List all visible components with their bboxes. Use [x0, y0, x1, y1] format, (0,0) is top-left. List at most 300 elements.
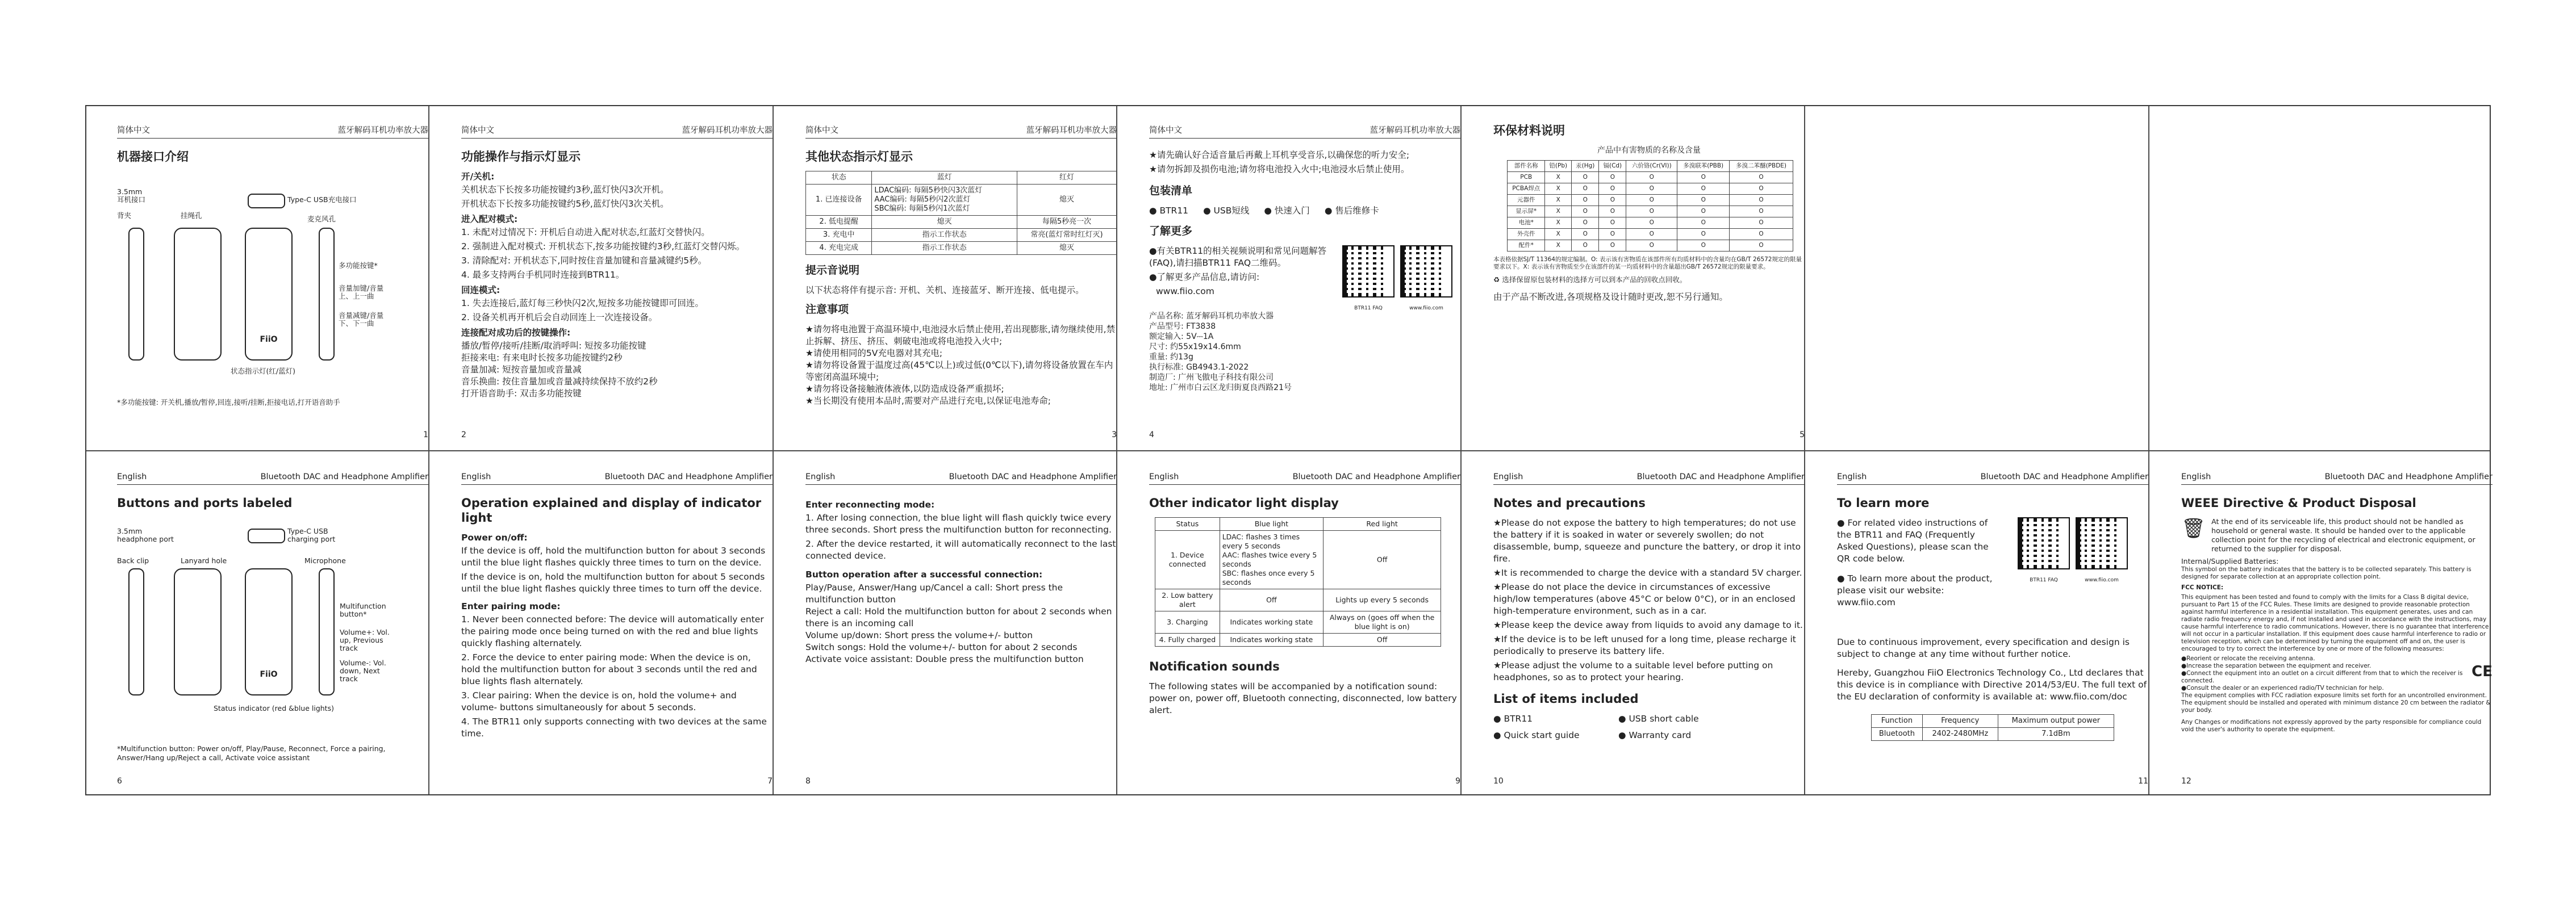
section-title: 注意事项 — [805, 303, 849, 316]
page-number: 5 — [1800, 430, 1805, 439]
table-cell: Always on (goes off when the blue light is on) — [1324, 611, 1441, 634]
label-microphone: Microphone — [304, 556, 346, 565]
page-title: Notes and precautions — [1493, 496, 1646, 510]
paragraph: ★请使用相同的5V充电器对其充电; — [805, 348, 943, 358]
table-cell: 3. Charging — [1155, 611, 1220, 634]
table-cell: O — [1729, 183, 1793, 195]
section-heading: Power on/off: — [461, 533, 528, 543]
fiio-logo: FiiO — [260, 670, 278, 679]
table-cell: O — [1626, 206, 1677, 217]
paragraph: 4. The BTR11 only supports connecting with two devices at the same time. — [461, 716, 767, 739]
list-item-label: BTR11 — [1504, 714, 1533, 724]
list-item-label: 售后维修卡 — [1335, 206, 1379, 216]
device-back-view — [174, 568, 222, 695]
table-header: 镉(Cd) — [1599, 161, 1626, 172]
table-cell: 元器件 — [1508, 195, 1545, 206]
table-cell: 1. 已连接设备 — [806, 185, 872, 216]
paragraph: 开机状态下长按多功能按键约5秒,蓝灯快闪3次关机。 — [461, 199, 669, 209]
label-microphone: 麦克风孔 — [307, 215, 336, 223]
table-cell: O — [1572, 195, 1599, 206]
paragraph: ●Reorient or relocate the receiving antenna. — [2181, 655, 2315, 662]
paragraph: This equipment has been tested and found to comply with the limits for a Class B digital device, pursuant to Part 15 of the FCC Rules. These limits are designed to provide reasonable protection against harmful interference in a residential installation. This equipment generates, uses and can radiate radio frequency energy and, if not installed and used in accordance with the instructions, may cause harmful interference to radio communications. However, there is no guarantee that interference will not occur in a particular installation. If this equipment does cause harmful interference to radio or television reception, which can be determined by turning the equipment off and on, the user is encouraged to try to correct the interference by one or more of the following measures: — [2181, 594, 2489, 652]
table-cell: Indicates working state — [1220, 611, 1323, 634]
table-cell: 4. Fully charged — [1155, 634, 1220, 647]
paragraph: If the device is on, hold the multifunction button for about 5 seconds until the blue light flashes quickly three times to turn off the device. — [461, 572, 765, 594]
paragraph: Any Changes or modifications not expressly approved by the party responsible for compliance could void the user's authority to operate the equipment. — [2181, 719, 2482, 733]
table-cell: O — [1599, 240, 1626, 252]
device-right-side-view — [319, 568, 335, 695]
table-header: Frequency — [1922, 715, 1998, 728]
label-lanyard-hole: 挂绳孔 — [181, 211, 202, 220]
section-title: 包装清单 — [1149, 185, 1193, 197]
table-row — [1508, 206, 1793, 217]
page-number: 7 — [767, 777, 773, 786]
paragraph: ★Please keep the device away from liquids to avoid any damage to it. — [1493, 620, 1803, 630]
paragraph: 打开语音助手: 双击多功能按键 — [461, 388, 582, 399]
table-row — [1508, 217, 1793, 229]
section-title: List of items included — [1493, 692, 1639, 706]
manual-sheet — [85, 105, 2491, 795]
label-volume-down: Volume-: Vol. down, Next track — [340, 659, 386, 683]
section-heading: 回连模式: — [461, 285, 500, 295]
page-title: Other indicator light display — [1149, 496, 1339, 510]
page-number: 10 — [1493, 777, 1504, 786]
table-cell: O — [1677, 240, 1730, 252]
header-language: English — [1493, 472, 1523, 481]
table-row — [1155, 531, 1441, 589]
paragraph: ★请勿将设备置于温度过高(45℃以上)或过低(0℃以下),请勿将设备放置在车内等密闭高温环境中; — [805, 360, 1113, 382]
table-row — [1508, 183, 1793, 195]
table-cell: 2. Low battery alert — [1155, 589, 1220, 611]
device-side-view — [128, 568, 144, 695]
page-title: Buttons and ports labeled — [117, 496, 293, 510]
table-header: 多溴联苯(PBB) — [1677, 161, 1730, 172]
table-row — [806, 242, 1117, 255]
table-cell: X — [1545, 195, 1572, 206]
spec-line: 额定输入: 5V⎓1A — [1149, 332, 1214, 341]
page-2 — [461, 123, 773, 441]
table-cell: 熄灭 — [1017, 185, 1116, 216]
paragraph: 3. Clear pairing: When the device is on, hold the volume+ and volume- buttons simultaneously for about 5 seconds. — [461, 690, 737, 713]
page-title: WEEE Directive & Product Disposal — [2181, 496, 2416, 510]
paragraph: ★Please do not expose the battery to high temperatures; do not use the battery if it is soaked in water or severely swollen; do not disassemble, bump, squeeze and puncture the battery, or drop it into fire. — [1493, 518, 1801, 564]
header-product: Bluetooth DAC and Headphone Amplifier — [1980, 472, 2148, 481]
paragraph: ★Please do not place the device in circumstances of excessive high/low temperatures (above 45°C or below 0°C), or in an enclosed high-temperature environment, such as in a car. — [1493, 582, 1796, 616]
table-cell: O — [1729, 172, 1793, 183]
table-cell: O — [1626, 240, 1677, 252]
list-item-label: Quick start guide — [1504, 730, 1580, 740]
bullet-item: ● For related video instructions of the BTR11 and FAQ (Frequently Asked Questions), please scan the QR code below. — [1837, 518, 1989, 564]
table-header: Red light — [1324, 518, 1441, 531]
table-cell: O — [1599, 229, 1626, 240]
table-header: 六价铬(Cr(VI)) — [1626, 161, 1677, 172]
paragraph: 以下状态将伴有提示音: 开机、关机、连接蓝牙、断开连接、低电提示。 — [805, 285, 1084, 295]
paragraph: ★Please adjust the volume to a suitable level before putting on headphones, so as to protect your hearing. — [1493, 660, 1773, 682]
table-cell: O — [1599, 206, 1626, 217]
table-cell: PCBA焊点 — [1508, 183, 1545, 195]
fcc-heading: FCC NOTICE: — [2181, 584, 2224, 591]
table-cell: O — [1729, 240, 1793, 252]
label-headphone-port: 3.5mm headphone port — [117, 527, 174, 543]
page-number: 8 — [805, 777, 811, 786]
table-cell: 7.1dBm — [1998, 728, 2114, 741]
list-item: ● Quick start guide — [1493, 730, 1580, 740]
paragraph: ●有关BTR11的相关视频说明和常见问题解答(FAQ),请扫描BTR11 FAQ二维码。 — [1149, 246, 1327, 268]
recycle-icon: ♻ — [1493, 275, 1502, 284]
paragraph: 2. After the device restarted, it will automatically reconnect to the last connected device. — [805, 539, 1116, 561]
table-cell: 3. 充电中 — [806, 229, 872, 242]
table-row — [1155, 589, 1441, 611]
paragraph: 拒接来电: 有来电时长按多功能按键约2秒 — [461, 353, 623, 363]
list-item: ● BTR11 — [1493, 714, 1533, 724]
list-item: ● 快速入门 — [1264, 206, 1310, 216]
paragraph: Play/Pause, Answer/Hang up/Cancel a call: Short press the multifunction button — [805, 582, 1063, 605]
table-cell: 熄灭 — [872, 216, 1017, 229]
header-language: English — [1837, 472, 1867, 481]
paragraph: 2. Force the device to enter pairing mode: When the device is on, hold the multifunction button for about 3 seconds until the red and blue lights flash alternately. — [461, 652, 757, 686]
page-10 — [1493, 470, 1805, 787]
list-item-label: USB短线 — [1213, 206, 1250, 216]
bullet-text: For related video instructions of the BTR11 and FAQ (Frequently Asked Questions), please scan the QR code below. — [1837, 518, 1989, 564]
section-heading: Enter reconnecting mode: — [805, 500, 935, 510]
bullet-item: ● To learn more about the product, please visit our website: www.fiio.com — [1837, 573, 1993, 607]
paragraph: At the end of its serviceable life, this product should not be handled as household or general waste. It should be handed over to the applicable collection point for the recycling of electrical and electronic equipment, or returned to the supplier for disposal. — [2211, 517, 2475, 553]
page-title: Operation explained and display of indicator light — [461, 496, 762, 525]
table-header: Blue light — [1220, 518, 1323, 531]
list-item-label: USB short cable — [1629, 714, 1699, 724]
section-heading: Enter pairing mode: — [461, 601, 561, 611]
paragraph: ★请先确认好合适音量后再戴上耳机享受音乐,以确保您的听力安全; — [1149, 150, 1410, 160]
paragraph: 音量加减: 短按音量加或音量减 — [461, 364, 582, 375]
label-multifunction-button: Multifunction button* — [340, 602, 386, 618]
table-cell: O — [1572, 240, 1599, 252]
device-diagram — [117, 517, 428, 744]
table-cell: Bluetooth — [1872, 728, 1922, 741]
label-multifunction-button: 多功能按键* — [339, 261, 378, 270]
table-cell: 2402-2480MHz — [1922, 728, 1998, 741]
header-language: 简体中文 — [1149, 126, 1182, 135]
device-back-view — [174, 228, 222, 361]
section-title: 提示音说明 — [805, 264, 860, 276]
spec-line: 产品名称: 蓝牙解码耳机功率放大器 — [1149, 312, 1274, 321]
section-heading: 开/关机: — [461, 171, 495, 182]
label-volume-down: 音量减键/音量下、下一曲 — [339, 311, 384, 328]
list-item: ● Warranty card — [1618, 730, 1692, 740]
footnote: *Multifunction button: Power on/off, Play/Pause, Reconnect, Force a pairing, Answer/Hang up/Reject a call, Activate voice assistant — [117, 744, 386, 762]
table-cell: 2. 低电提醒 — [806, 216, 872, 229]
table-cell: 外壳件 — [1508, 229, 1545, 240]
table-row — [1508, 240, 1793, 252]
paragraph: 1. 失去连接后,蓝灯每三秒快闪2次,短按多功能按键即可回连。 — [461, 298, 704, 308]
weee-bin-icon: 🗑 — [2181, 517, 2206, 540]
list-item: ● BTR11 — [1149, 206, 1189, 216]
section-heading: 进入配对模式: — [461, 214, 518, 224]
paragraph: ●了解更多产品信息,请访问: — [1149, 272, 1260, 282]
list-item-label: 快速入门 — [1274, 206, 1310, 216]
spec-line: 地址: 广州市白云区龙归街夏良西路21号 — [1149, 383, 1292, 392]
paragraph: ★It is recommended to charge the device with a standard 5V charger. — [1493, 568, 1802, 578]
label-lanyard-hole: Lanyard hole — [181, 556, 227, 565]
section-title: Notification sounds — [1149, 660, 1280, 673]
qr-caption: www.fiio.com — [1409, 305, 1443, 311]
spec-line: 重量: 约13g — [1149, 353, 1193, 362]
page-number: 11 — [2138, 777, 2148, 786]
table-cell: X — [1545, 217, 1572, 229]
table-cell: O — [1626, 229, 1677, 240]
table-cell: PCB — [1508, 172, 1545, 183]
qr-code-website — [2076, 517, 2128, 569]
recycle-note — [1493, 275, 1805, 284]
page-number: 9 — [1455, 777, 1460, 786]
header-language: 简体中文 — [461, 126, 494, 135]
table-cell: Indicates working state — [1220, 634, 1323, 647]
paragraph: This symbol on the battery indicates that the battery is to be collected separately. This battery is designed for separate collection at an appropriate collection point. — [2181, 566, 2471, 580]
table-cell: O — [1677, 229, 1730, 240]
header-product: Bluetooth DAC and Headphone Amplifier — [1636, 472, 1805, 481]
page-12 — [2181, 470, 2493, 787]
device-top-view — [248, 529, 285, 543]
header-language: English — [1149, 472, 1179, 481]
paragraph: ★If the device is to be left unused for a long time, please recharge it periodically to preserve its battery life. — [1493, 634, 1796, 656]
table-cell: O — [1572, 217, 1599, 229]
qr-code-website — [1400, 245, 1452, 297]
paragraph: Volume up/down: Short press the volume+/- button — [805, 630, 1033, 640]
qr-caption: www.fiio.com — [2085, 577, 2119, 583]
table-cell: Off — [1220, 589, 1323, 611]
bullet-text: To learn more about the product, please visit our website: www.fiio.com — [1837, 573, 1993, 607]
website-link[interactable]: www.fiio.com — [1156, 286, 1214, 296]
table-cell: O — [1677, 217, 1730, 229]
page-4 — [1149, 123, 1460, 441]
table-header: Maximum output power — [1998, 715, 2114, 728]
label-status-indicator: 状态指示灯(红/蓝灯) — [231, 367, 295, 375]
table-cell: O — [1572, 229, 1599, 240]
section-heading: 连接配对成功后的按键操作: — [461, 328, 571, 338]
paragraph: 音乐换曲: 按住音量加或音量减持续保持不放约2秒 — [461, 376, 658, 387]
table-cell: X — [1545, 183, 1572, 195]
table-cell: Lights up every 5 seconds — [1324, 589, 1441, 611]
table-cell: Off — [1324, 634, 1441, 647]
list-item: ● USB短线 — [1203, 206, 1250, 216]
paragraph: Switch songs: Hold the volume+/- button for about 2 seconds — [805, 642, 1078, 652]
header-product: Bluetooth DAC and Headphone Amplifier — [1292, 472, 1460, 481]
device-diagram — [117, 171, 428, 398]
table-row — [806, 229, 1117, 242]
table-cell: LDAC编码: 每隔5秒快闪3次蓝灯 AAC编码: 每隔5秒闪2次蓝灯 SBC编码: 每隔5秒闪1次蓝灯 — [872, 185, 1017, 216]
table-row — [806, 216, 1117, 229]
table-cell: 配件* — [1508, 240, 1545, 252]
device-right-side-view — [319, 228, 335, 361]
page-number: 3 — [1112, 430, 1117, 439]
paragraph: Hereby, Guangzhou FiiO Electronics Technology Co., Ltd declares that this device is in compliance with Directive 2014/53/EU. The full text of the EU declaration of conformity is available at: www.fiio.com/doc — [1837, 668, 2147, 702]
table-cell: 1. Device connected — [1155, 531, 1220, 589]
paragraph: Reject a call: Hold the multifunction button for about 2 seconds when there is an incoming call — [805, 606, 1112, 628]
paragraph: 由于产品不断改进,各项规格及设计随时更改,恕不另行通知。 — [1493, 292, 1728, 302]
page-number: 2 — [461, 430, 466, 439]
header-language: 简体中文 — [805, 126, 838, 135]
paragraph: 4. 最多支持两台手机同时连接到BTR11。 — [461, 270, 625, 280]
table-cell: O — [1729, 229, 1793, 240]
table-row — [1155, 634, 1441, 647]
label-usb-port: Type-C USB charging port — [287, 527, 336, 543]
table-cell: O — [1599, 195, 1626, 206]
header-product: 蓝牙解码耳机功率放大器 — [1026, 126, 1117, 135]
spec-line: 制造厂: 广州飞傲电子科技有限公司 — [1149, 373, 1274, 382]
paragraph: If the device is off, hold the multifunction button for about 3 seconds until the blue light flashes quickly three times to turn on the device. — [461, 546, 766, 568]
header-product: 蓝牙解码耳机功率放大器 — [1370, 126, 1460, 135]
table-header: Function — [1872, 715, 1922, 728]
header-product: Bluetooth DAC and Headphone Amplifier — [604, 472, 773, 481]
page-title: 其他状态指示灯显示 — [805, 150, 913, 164]
page-title: To learn more — [1837, 496, 1930, 510]
table-row — [1155, 611, 1441, 634]
fiio-logo: FiiO — [260, 335, 278, 344]
table-header: 多溴二苯醚(PBDE) — [1729, 161, 1793, 172]
package-list — [1149, 205, 1460, 217]
table-cell: O — [1599, 183, 1626, 195]
paragraph: ★请勿将设备接触液体液体,以防造成设备严重损坏; — [805, 384, 1004, 394]
page-5 — [1493, 123, 1805, 441]
label-back-clip: 背夹 — [117, 211, 132, 220]
paragraph: 2. 强制进入配对模式: 开机状态下,按多功能按键约3秒,红蓝灯交替闪烁。 — [461, 241, 745, 252]
paragraph: ●Connect the equipment into an outlet on a circuit different from that to which the receiver is connected. — [2181, 670, 2463, 684]
label-volume-up: 音量加键/音量上、上一曲 — [339, 284, 384, 300]
paragraph: Due to continuous improvement, every specification and design is subject to change at any time without further notice. — [1837, 637, 2130, 659]
header-product: Bluetooth DAC and Headphone Amplifier — [949, 472, 1117, 481]
table-header: 红灯 — [1017, 171, 1116, 185]
header-language: 简体中文 — [117, 126, 150, 135]
table-notes: 本表格依据SJ/T 11364的规定编制。O: 表示该有害物质在该部件所有均质材料中的含量均在GB/T 26572规定的限量要求以下。X: 表示该有害物质至少在该部件的某一均质材料中的含量超出GB/T 26572规定的限量要求。 — [1493, 256, 1802, 270]
table-cell: X — [1545, 229, 1572, 240]
recycle-text: 选择保留原包装材料的选择方可以到本产品的回收点回收。 — [1502, 275, 1687, 284]
paragraph: ●Increase the separation between the equipment and receiver. — [2181, 663, 2372, 669]
list-item: ● USB short cable — [1618, 714, 1699, 724]
header-language: English — [805, 472, 836, 481]
table-cell: 4. 充电完成 — [806, 242, 872, 255]
table-cell: 指示工作状态 — [872, 229, 1017, 242]
device-front-view — [245, 568, 293, 695]
page-8 — [805, 470, 1117, 787]
paragraph: ★当长期没有使用本品时,需要对产品进行充电,以保证电池寿命; — [805, 396, 1051, 406]
qr-caption: BTR11 FAQ — [1354, 305, 1383, 311]
header-product: 蓝牙解码耳机功率放大器 — [337, 126, 428, 135]
table-cell: LDAC: flashes 3 times every 5 seconds AAC: flashes twice every 5 seconds SBC: flashes once every 5 seconds — [1220, 531, 1323, 589]
table-cell: 常亮(蓝灯常时红灯灭) — [1017, 229, 1116, 242]
paragraph: 播放/暂停/接听/挂断/取消呼叫: 短按多功能按键 — [461, 341, 646, 351]
paragraph: 2. 设备关机再开机后会自动回连上一次连接设备。 — [461, 312, 658, 322]
table-row — [1508, 172, 1793, 183]
items-list — [1493, 713, 1805, 741]
page-number: 1 — [423, 430, 428, 439]
table-header: 部件名称 — [1508, 161, 1545, 172]
table-header: 汞(Hg) — [1572, 161, 1599, 172]
table-cell: O — [1677, 172, 1730, 183]
table-cell: O — [1729, 195, 1793, 206]
table-header: 蓝灯 — [872, 171, 1017, 185]
page-1 — [117, 123, 428, 441]
table-cell: O — [1626, 172, 1677, 183]
table-row — [1508, 195, 1793, 206]
paragraph: 1. 未配对过情况下: 开机后自动进入配对状态,红蓝灯交替快闪。 — [461, 227, 710, 237]
paragraph: 关机状态下长按多功能按键约3秒,蓝灯快闪3次开机。 — [461, 185, 669, 195]
label-status-indicator: Status indicator (red &blue lights) — [214, 704, 334, 713]
device-top-view — [248, 194, 285, 208]
table-cell: O — [1677, 206, 1730, 217]
page-11 — [1837, 470, 2148, 787]
paragraph: ★请勿将电池置于高温环境中,电池浸水后禁止使用,若出现膨胀,请勿继续使用,禁止拆解、挤压、挤压、刺破电池或将电池投入火中; — [805, 324, 1116, 346]
spec-block — [1149, 311, 1460, 393]
table-cell: 显示屏* — [1508, 206, 1545, 217]
section-title: 了解更多 — [1149, 225, 1193, 237]
table-cell: O — [1626, 217, 1677, 229]
indicator-table — [805, 171, 1117, 255]
paragraph: The equipment complies with FCC radiation exposure limits set forth for an uncontrolled environment. The equipment should be installed and operated with minimum distance 20 cm between the radiator & your body. — [2181, 692, 2491, 714]
table-cell: 熄灭 — [1017, 242, 1116, 255]
list-item: ● 售后维修卡 — [1324, 206, 1379, 216]
table-header: 铅(Pb) — [1545, 161, 1572, 172]
table-row — [1508, 229, 1793, 240]
paragraph: Internal/Supplied Batteries: — [2181, 557, 2279, 565]
paragraph: ●Consult the dealer or an experienced radio/TV technician for help. — [2181, 685, 2384, 692]
page-6 — [117, 470, 428, 787]
hazardous-substances-table — [1507, 160, 1793, 252]
table-title: 产品中有害物质的名称及含量 — [1597, 146, 1701, 155]
header-language: English — [2181, 472, 2211, 481]
header-language: English — [117, 472, 147, 481]
table-cell: Off — [1324, 531, 1441, 589]
spec-line: 尺寸: 约55x19x14.6mm — [1149, 342, 1241, 351]
page-number: 6 — [117, 777, 122, 786]
paragraph: Activate voice assistant: Double press the multifunction button — [805, 654, 1084, 664]
list-item-label: BTR11 — [1159, 206, 1189, 216]
header-product: Bluetooth DAC and Headphone Amplifier — [260, 472, 428, 481]
spec-line: 执行标准: GB4943.1-2022 — [1149, 363, 1249, 372]
table-cell: 每隔5秒亮一次 — [1017, 216, 1116, 229]
table-header: 状态 — [806, 171, 872, 185]
paragraph: ★请勿拆卸及损伤电池;请勿将电池投入火中;电池浸水后禁止使用。 — [1149, 164, 1410, 174]
section-heading: Button operation after a successful connection: — [805, 569, 1043, 580]
indicator-table — [1155, 517, 1441, 647]
label-volume-up: Volume+: Vol. up, Previous track — [340, 628, 390, 652]
device-front-view — [245, 228, 293, 361]
table-cell: X — [1545, 172, 1572, 183]
device-side-view — [128, 228, 144, 361]
footnote: *多功能按键: 开关机,播放/暂停,回连,接听/挂断,拒接电话,打开语音助手 — [117, 398, 340, 407]
table-cell: O — [1729, 217, 1793, 229]
page-number: 12 — [2181, 777, 2191, 786]
table-cell: O — [1729, 206, 1793, 217]
table-row — [806, 185, 1117, 216]
spec-line: 产品型号: FT3838 — [1149, 322, 1216, 331]
page-7 — [461, 470, 773, 787]
page-title: 功能操作与指示灯显示 — [461, 150, 581, 164]
table-cell: X — [1545, 206, 1572, 217]
header-product: 蓝牙解码耳机功率放大器 — [682, 126, 773, 135]
paragraph: 1. After losing connection, the blue light will flash quickly twice every three seconds. Short press the multifunction button for reconnecting. — [805, 513, 1112, 535]
table-cell: O — [1572, 183, 1599, 195]
table-cell: O — [1599, 172, 1626, 183]
page-title: 机器接口介绍 — [117, 150, 189, 164]
label-headphone-port: 3.5mm 耳机接口 — [117, 187, 146, 204]
page-3 — [805, 123, 1117, 441]
table-cell: O — [1677, 195, 1730, 206]
page-number: 4 — [1149, 430, 1154, 439]
table-cell: O — [1572, 206, 1599, 217]
table-cell: 指示工作状态 — [872, 242, 1017, 255]
header-language: English — [461, 472, 491, 481]
page-9 — [1149, 470, 1460, 787]
table-cell: X — [1545, 240, 1572, 252]
